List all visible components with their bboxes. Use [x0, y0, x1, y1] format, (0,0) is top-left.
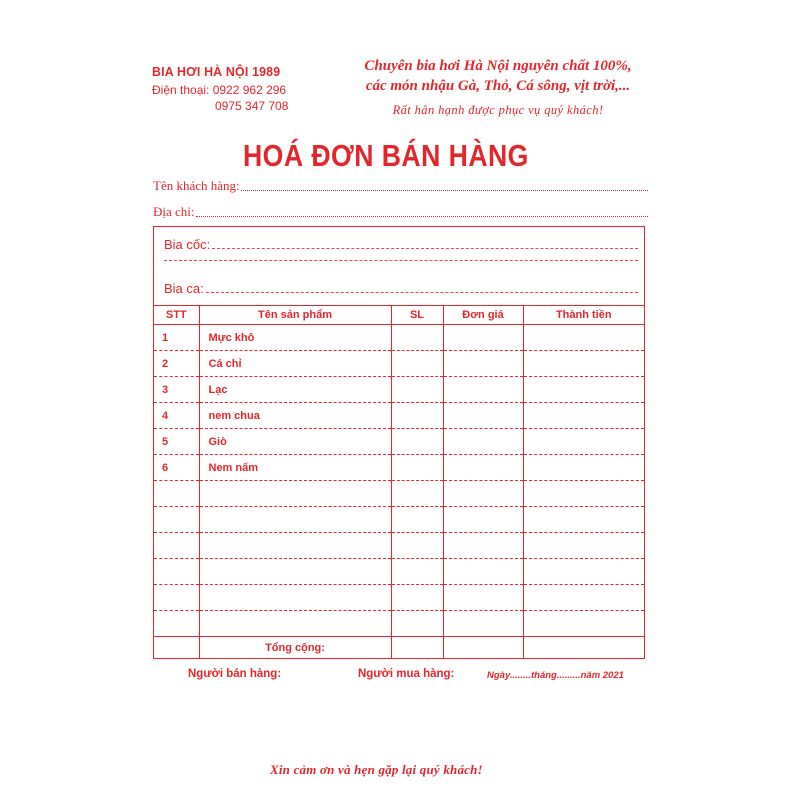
cell-product[interactable]: [199, 611, 391, 637]
table-row: [154, 325, 644, 351]
cell-price[interactable]: [443, 325, 523, 351]
table-header-row: [154, 306, 644, 325]
cell-qty[interactable]: [391, 533, 443, 559]
cell-price[interactable]: [443, 403, 523, 429]
invoice-title: HOÁ ĐƠN BÁN HÀNG: [243, 138, 529, 173]
cell-stt[interactable]: [154, 533, 199, 559]
cell-product[interactable]: [199, 481, 391, 507]
cell-stt: 2: [154, 351, 199, 377]
cell-price[interactable]: [443, 611, 523, 637]
cell-qty[interactable]: [391, 429, 443, 455]
cell-qty[interactable]: [391, 377, 443, 403]
table-row: [154, 611, 644, 637]
invoice-box: [153, 226, 645, 659]
cell-price[interactable]: [443, 507, 523, 533]
table-row: [154, 585, 644, 611]
buyer-signature-label: Người mua hàng:: [358, 668, 455, 680]
cell-price[interactable]: [443, 585, 523, 611]
address-field[interactable]: [153, 204, 648, 220]
bia-coc-blank[interactable]: [212, 248, 638, 249]
table-row: [154, 507, 644, 533]
table-row: [154, 377, 644, 403]
slogan-line-3: Rất hân hạnh được phục vụ quý khách!: [392, 103, 604, 117]
cell-qty[interactable]: [391, 455, 443, 481]
cell-price[interactable]: [443, 533, 523, 559]
bia-coc-field[interactable]: [164, 237, 638, 252]
cell-amount[interactable]: [523, 403, 644, 429]
table-row: [154, 533, 644, 559]
cell-product[interactable]: [199, 585, 391, 611]
cell-price[interactable]: [443, 351, 523, 377]
total-amount[interactable]: [523, 637, 644, 660]
header-product-name: Tên sản phẩm: [199, 306, 391, 325]
header-quantity: SL: [391, 306, 443, 325]
cell-price[interactable]: [443, 455, 523, 481]
cell-amount[interactable]: [523, 377, 644, 403]
cell-qty[interactable]: [391, 507, 443, 533]
cell-qty[interactable]: [391, 585, 443, 611]
customer-name-label: Tên khách hàng:: [153, 178, 240, 193]
cell-product: Nem nấm: [199, 455, 391, 481]
bia-coc-label: Bia cốc:: [164, 237, 211, 252]
cell-stt[interactable]: [154, 559, 199, 585]
table-row: [154, 481, 644, 507]
cell-stt[interactable]: [154, 507, 199, 533]
table-row: [154, 351, 644, 377]
cell-stt[interactable]: [154, 585, 199, 611]
cell-product[interactable]: [199, 533, 391, 559]
cell-qty[interactable]: [391, 611, 443, 637]
header-unit-price: Đơn giá: [443, 306, 523, 325]
cell-amount[interactable]: [523, 507, 644, 533]
phone-number-2: 0975 347 708: [215, 99, 289, 113]
cell-stt: 5: [154, 429, 199, 455]
cell-amount[interactable]: [523, 429, 644, 455]
table-row: [154, 455, 644, 481]
cell-product[interactable]: [199, 559, 391, 585]
cell-amount[interactable]: [523, 611, 644, 637]
cell-qty[interactable]: [391, 351, 443, 377]
brand-name: BIA HƠI HÀ NỘI 1989: [152, 64, 281, 79]
bia-coc-extra-field[interactable]: [164, 260, 638, 264]
bia-ca-label: Bia ca:: [164, 281, 204, 296]
cell-amount[interactable]: [523, 455, 644, 481]
cell-price[interactable]: [443, 559, 523, 585]
slogan-line-2: các món nhậu Gà, Thỏ, Cá sông, vịt trời,...: [365, 78, 631, 94]
bia-ca-field[interactable]: [164, 281, 638, 296]
table-row: [154, 429, 644, 455]
cell-price[interactable]: [443, 481, 523, 507]
items-table: [154, 305, 644, 659]
total-price[interactable]: [443, 637, 523, 660]
total-qty[interactable]: [391, 637, 443, 660]
header-stt: STT: [154, 306, 199, 325]
address-blank[interactable]: [196, 216, 648, 217]
cell-amount[interactable]: [523, 351, 644, 377]
cell-qty[interactable]: [391, 481, 443, 507]
cell-stt: 6: [154, 455, 199, 481]
cell-price[interactable]: [443, 429, 523, 455]
cell-product: Cá chỉ: [199, 351, 391, 377]
cell-qty[interactable]: [391, 325, 443, 351]
total-blank: [154, 637, 199, 660]
total-label: Tổng cộng:: [199, 637, 391, 660]
bia-coc-extra-blank[interactable]: [164, 260, 638, 261]
date-line: Ngày........tháng.........năm 2021: [487, 670, 624, 681]
slogan-line-1: Chuyên bia hơi Hà Nội nguyên chất 100%,: [364, 58, 632, 74]
cell-stt: 1: [154, 325, 199, 351]
cell-amount[interactable]: [523, 559, 644, 585]
address-label: Địa chỉ:: [153, 204, 195, 219]
thank-you-message: Xin cảm ơn và hẹn gặp lại quý khách!: [270, 762, 483, 777]
cell-amount[interactable]: [523, 481, 644, 507]
cell-amount[interactable]: [523, 585, 644, 611]
cell-stt[interactable]: [154, 481, 199, 507]
cell-product[interactable]: [199, 507, 391, 533]
cell-amount[interactable]: [523, 325, 644, 351]
table-row: [154, 559, 644, 585]
phone-number-1: Điện thoại: 0922 962 296: [152, 83, 287, 97]
table-row: [154, 403, 644, 429]
cell-product: Giò: [199, 429, 391, 455]
cell-price[interactable]: [443, 377, 523, 403]
seller-signature-label: Người bán hàng:: [188, 668, 282, 680]
total-row: [154, 637, 644, 660]
cell-amount[interactable]: [523, 533, 644, 559]
customer-name-field[interactable]: [153, 178, 648, 194]
cell-stt[interactable]: [154, 611, 199, 637]
cell-product: Mực khô: [199, 325, 391, 351]
bia-ca-blank[interactable]: [206, 292, 638, 293]
cell-product: Lạc: [199, 377, 391, 403]
header-amount: Thành tiền: [523, 306, 644, 325]
cell-stt: 3: [154, 377, 199, 403]
cell-qty[interactable]: [391, 403, 443, 429]
cell-product: nem chua: [199, 403, 391, 429]
customer-name-blank[interactable]: [241, 190, 648, 191]
cell-stt: 4: [154, 403, 199, 429]
cell-qty[interactable]: [391, 559, 443, 585]
